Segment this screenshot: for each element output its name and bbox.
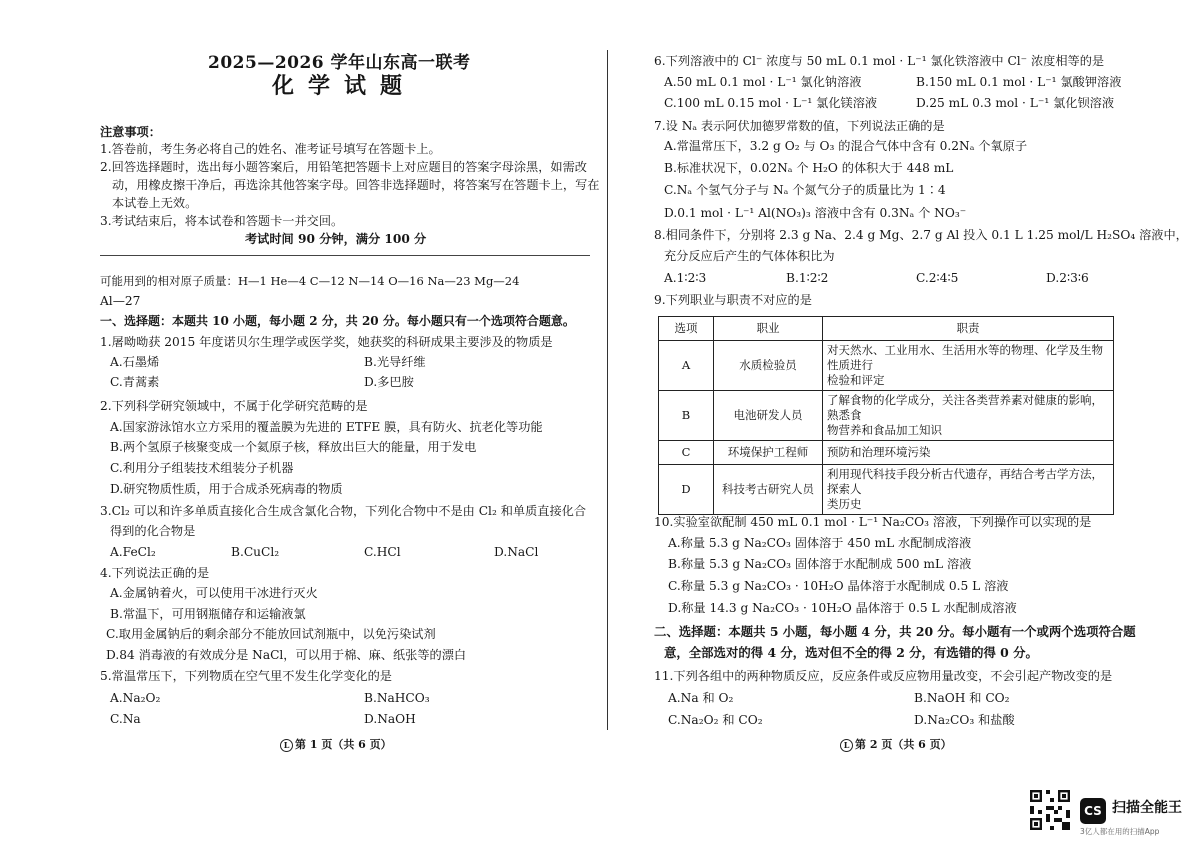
q7-option-a: A.常温常压下，3.2 g O₂ 与 O₃ 的混合气体中含有 0.2Nₐ 个氧原子 (664, 139, 1028, 153)
q1-option-c: C.青蒿素 (110, 375, 160, 389)
notice-line: 3.考试结束后，将本试卷和答题卡一并交回。 (100, 214, 344, 228)
q4-option-a: A.金属钠着火，可以使用干冰进行灭火 (110, 586, 318, 600)
page-footer-left (280, 737, 392, 753)
notice-heading: 注意事项： (100, 125, 161, 139)
duty-line: 类历史 (827, 497, 862, 511)
row-option: B (659, 391, 714, 441)
q6-option-b: B.150 mL 0.1 mol · L⁻¹ 氯酸钾溶液 (916, 75, 1122, 89)
row-job: 环境保护工程师 (714, 441, 823, 465)
section2-heading-cont: 意，全部选对的得 4 分，选对但不全的得 2 分，有选错的得 0 分。 (664, 645, 1038, 660)
q9-stem: 9.下列职业与职责不对应的是 (654, 293, 812, 307)
q2-option-c: C.利用分子组装技术组装分子机器 (110, 461, 294, 475)
section2-heading: 二、选择题：本题共 5 小题，每小题 4 分，共 20 分。每小题有一个或两个选项符合题 (654, 624, 1136, 639)
notice-line: 本试卷上无效。 (112, 196, 198, 210)
row-duty (823, 391, 1114, 441)
section1-heading: 一、选择题：本题共 10 小题，每小题 2 分，共 20 分。每小题只有一个选项符合题意。 (100, 314, 575, 328)
duty-line: 了解食物的化学成分，关注各类营养素对健康的影响，熟悉食 (827, 393, 1103, 422)
q8-option-d: D.2∶3∶6 (1046, 271, 1089, 285)
table-row (659, 441, 1114, 465)
table-row (659, 391, 1114, 441)
q7-option-d: D.0.1 mol · L⁻¹ Al(NO₃)₃ 溶液中含有 0.3Nₐ 个 NO₃⁻ (664, 206, 967, 220)
exam-title: 2025—2026 学年山东高一联考 (208, 53, 471, 73)
footer-mark: L (280, 739, 293, 752)
row-duty (823, 341, 1114, 391)
q6-option-d: D.25 mL 0.3 mol · L⁻¹ 氯化钡溶液 (916, 96, 1115, 110)
row-duty (823, 465, 1114, 515)
q6-stem: 6.下列溶液中的 Cl⁻ 浓度与 50 mL 0.1 mol · L⁻¹ 氯化铁溶液中 Cl⁻ 浓度相等的是 (654, 54, 1105, 68)
header-job: 职业 (714, 317, 823, 341)
duty-line: 检验和评定 (827, 373, 885, 387)
table-row (659, 341, 1114, 391)
q7-option-b: B.标准状况下，0.02Nₐ 个 H₂O 的体积大于 448 mL (664, 161, 954, 175)
q5-option-d: D.NaOH (364, 712, 416, 726)
q10-option-b: B.称量 5.3 g Na₂CO₃ 固体溶于水配制成 500 mL 溶液 (668, 557, 972, 571)
q3-stem-cont: 得到的化合物是 (110, 524, 196, 538)
q1-option-d: D.多巴胺 (364, 375, 414, 389)
qr-code-icon (1030, 790, 1070, 830)
q2-option-a: A.国家游泳馆水立方采用的覆盖膜为先进的 ETFE 膜，具有防火、抗老化等功能 (110, 420, 543, 434)
q11-option-a: A.Na 和 O₂ (668, 691, 734, 705)
scanner-app-name: 扫描全能王 (1112, 800, 1182, 816)
q11-option-d: D.Na₂CO₃ 和盐酸 (914, 713, 1015, 727)
q1-stem: 1.屠呦呦获 2015 年度诺贝尔生理学或医学奖，她获奖的科研成果主要涉及的物质是 (100, 335, 553, 349)
q4-option-b: B.常温下，可用钢瓶储存和运输液氯 (110, 607, 306, 621)
notice-line: 1.答卷前，考生务必将自己的姓名、准考证号填写在答题卡上。 (100, 142, 441, 156)
q10-stem: 10.实验室欲配制 450 mL 0.1 mol · L⁻¹ Na₂CO₃ 溶液，下列操作可以实现的是 (654, 515, 1092, 529)
q10-option-c: C.称量 5.3 g Na₂CO₃ · 10H₂O 晶体溶于水配制成 0.5 L 溶液 (668, 579, 1009, 593)
q4-stem: 4.下列说法正确的是 (100, 566, 210, 580)
q2-stem: 2.下列科学研究领域中，不属于化学研究范畴的是 (100, 399, 368, 413)
page-footer-right (840, 737, 952, 753)
row-option: D (659, 465, 714, 515)
q2-option-d: D.研究物质性质，用于合成杀死病毒的物质 (110, 482, 343, 496)
atomic-mass-line: Al—27 (100, 294, 141, 308)
q5-option-c: C.Na (110, 712, 141, 726)
subject-title: 化学试题 (272, 73, 417, 99)
q3-option-b: B.CuCl₂ (231, 545, 280, 559)
table-row (659, 465, 1114, 515)
footer-text: 第 1 页（共 6 页） (295, 738, 392, 751)
q5-stem: 5.常温常压下，下列物质在空气里不发生化学变化的是 (100, 669, 392, 683)
q7-option-c: C.Nₐ 个氢气分子与 Nₐ 个氮气分子的质量比为 1∶4 (664, 183, 946, 197)
q10-option-a: A.称量 5.3 g Na₂CO₃ 固体溶于 450 mL 水配制成溶液 (668, 536, 972, 550)
q11-option-b: B.NaOH 和 CO₂ (914, 691, 1010, 705)
q2-option-b: B.两个氢原子核聚变成一个氦原子核，释放出巨大的能量，用于发电 (110, 440, 477, 454)
q8-option-a: A.1∶2∶3 (664, 271, 707, 285)
notice-line: 动，用橡皮擦干净后，再选涂其他答案字母。回答非选择题时，将答案写在答题卡上，写在 (112, 178, 600, 192)
scanner-logo-icon: CS (1080, 798, 1106, 824)
q8-stem-cont: 充分反应后产生的气体体积比为 (664, 249, 835, 263)
q1-option-b: B.光导纤维 (364, 355, 426, 369)
q1-option-a: A.石墨烯 (110, 355, 160, 369)
header-option: 选项 (659, 317, 714, 341)
page-divider (607, 50, 608, 730)
row-job: 电池研发人员 (714, 391, 823, 441)
footer-text: 第 2 页（共 6 页） (855, 738, 952, 751)
duty-line: 利用现代科技手段分析古代遗存，再结合考古学方法，探索人 (827, 467, 1103, 496)
table-header-row (659, 317, 1114, 341)
q6-option-a: A.50 mL 0.1 mol · L⁻¹ 氯化钠溶液 (664, 75, 862, 89)
row-job: 水质检验员 (714, 341, 823, 391)
row-option: C (659, 441, 714, 465)
row-job: 科技考古研究人员 (714, 465, 823, 515)
q10-option-d: D.称量 14.3 g Na₂CO₃ · 10H₂O 晶体溶于 0.5 L 水配制成溶液 (668, 601, 1017, 615)
q3-stem: 3.Cl₂ 可以和许多单质直接化合生成含氯化合物，下列化合物中不是由 Cl₂ 和单质直接化合 (100, 504, 587, 518)
notice-line: 2.回答选择题时，选出每小题答案后，用铅笔把答题卡上对应题目的答案字母涂黑，如需改 (100, 160, 587, 174)
q5-option-a: A.Na₂O₂ (110, 691, 161, 705)
atomic-mass-line: 可能用到的相对原子质量：H—1 He—4 C—12 N—14 O—16 Na—23 Mg—24 (100, 274, 520, 288)
q11-option-c: C.Na₂O₂ 和 CO₂ (668, 713, 763, 727)
q3-option-d: D.NaCl (494, 545, 539, 559)
q3-option-c: C.HCl (364, 545, 401, 559)
section-divider (100, 255, 590, 256)
row-option: A (659, 341, 714, 391)
q9-table (658, 316, 1114, 515)
q4-option-d: D.84 消毒液的有效成分是 NaCl，可以用于棉、麻、纸张等的漂白 (106, 648, 467, 662)
q3-option-a: A.FeCl₂ (110, 545, 156, 559)
q8-option-b: B.1∶2∶2 (786, 271, 829, 285)
footer-mark: L (840, 739, 853, 752)
exam-time: 考试时间 90 分钟，满分 100 分 (245, 232, 427, 246)
header-duty: 职责 (823, 317, 1114, 341)
q6-option-c: C.100 mL 0.15 mol · L⁻¹ 氯化镁溶液 (664, 96, 878, 110)
scanner-tagline: 3亿人都在用的扫描App (1080, 827, 1160, 836)
duty-line: 对天然水、工业用水、生活用水等的物理、化学及生物性质进行 (827, 343, 1103, 372)
q7-stem: 7.设 Nₐ 表示阿伏加德罗常数的值，下列说法正确的是 (654, 119, 945, 133)
q4-option-c: C.取用金属钠后的剩余部分不能放回试剂瓶中，以免污染试剂 (106, 627, 436, 641)
q11-stem: 11.下列各组中的两种物质反应，反应条件或反应物用量改变，不会引起产物改变的是 (654, 669, 1113, 683)
q8-option-c: C.2∶4∶5 (916, 271, 959, 285)
q8-stem: 8.相同条件下，分别将 2.3 g Na、2.4 g Mg、2.7 g Al 投入 0.1 L 1.25 mol/L H₂SO₄ 溶液中， (654, 228, 1188, 242)
duty-line: 物营养和食品加工知识 (827, 423, 942, 437)
row-duty: 预防和治理环境污染 (823, 441, 1114, 465)
q5-option-b: B.NaHCO₃ (364, 691, 430, 705)
